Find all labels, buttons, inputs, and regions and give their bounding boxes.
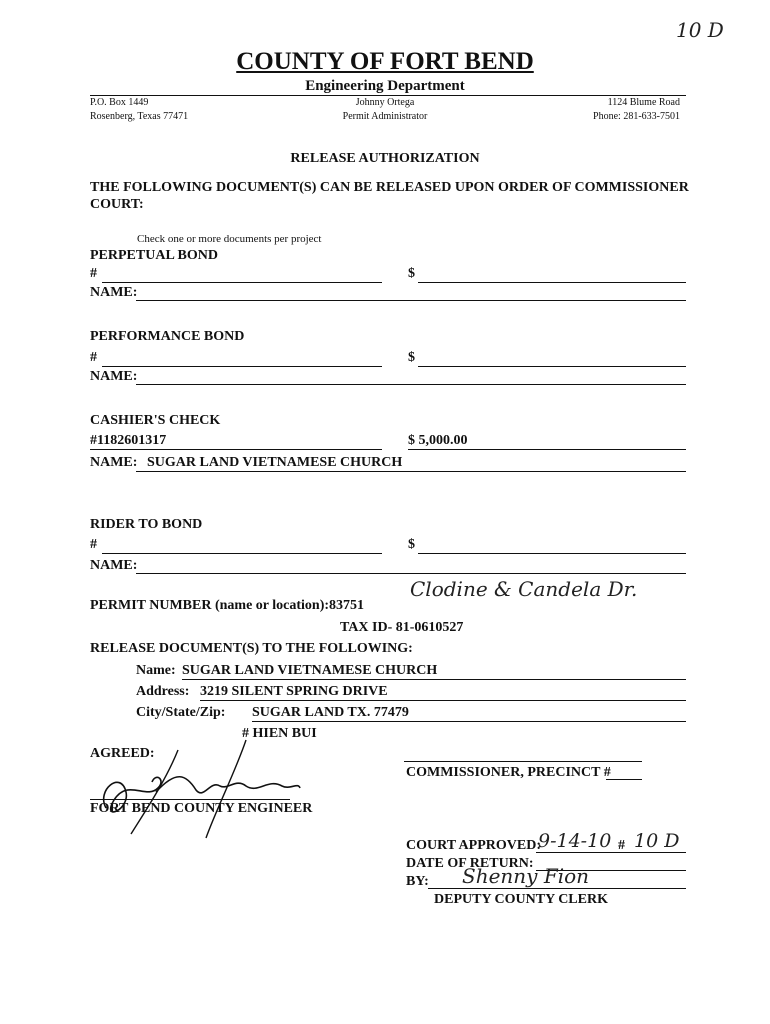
performance-bond-name-field[interactable] <box>136 384 686 385</box>
phone-number: Phone: 281-633-7501 <box>593 111 680 122</box>
rider-bond-amount-field[interactable] <box>418 553 686 554</box>
permit-number: PERMIT NUMBER (name or location):83751 <box>90 598 365 613</box>
recipient-address-label: Address: <box>136 684 190 699</box>
cashiers-check-name-field <box>136 471 686 472</box>
cashiers-check-number: #1182601317 <box>90 433 167 448</box>
recipient-city-field <box>252 721 686 722</box>
performance-bond-number-field[interactable] <box>102 366 382 367</box>
deputy-clerk-label: DEPUTY COUNTY CLERK <box>434 892 608 907</box>
clerk-signature-line <box>428 888 686 889</box>
agreed-label: AGREED: <box>90 746 155 761</box>
performance-bond-title: PERFORMANCE BOND <box>90 329 245 344</box>
rider-bond-number-field[interactable] <box>102 553 382 554</box>
intro-line-2: COURT: <box>90 197 144 212</box>
rider-bond-amount-label: $ <box>408 537 415 552</box>
recipient-address-field <box>200 700 686 701</box>
header-rule <box>90 95 686 96</box>
recipient-name-field <box>182 679 686 680</box>
date-of-return-label: DATE OF RETURN: <box>406 856 534 871</box>
cashiers-check-name-label: NAME: <box>90 455 138 470</box>
perpetual-bond-amount-label: $ <box>408 266 415 281</box>
county-title: COUNTY OF FORT BEND <box>236 48 534 75</box>
perpetual-bond-amount-field[interactable] <box>418 282 686 283</box>
clerk-signature: Shenny Fion <box>462 864 590 888</box>
court-approved-date: 9-14-10 <box>538 830 612 852</box>
address-po-box: P.O. Box 1449 <box>90 97 149 108</box>
administrator-title: Permit Administrator <box>342 111 428 122</box>
court-approved-field <box>536 852 686 853</box>
performance-bond-amount-label: $ <box>408 350 415 365</box>
performance-bond-name-label: NAME: <box>90 369 138 384</box>
tax-id: TAX ID- 81-0610527 <box>340 620 464 635</box>
rider-bond-number-label: # <box>90 537 97 552</box>
recipient-name-label: Name: <box>136 663 176 678</box>
intro-line-1: THE FOLLOWING DOCUMENT(S) CAN BE RELEASED UPON ORDER OF COMMISSIONER <box>90 180 689 195</box>
perpetual-bond-name-label: NAME: <box>90 285 138 300</box>
recipient-city-value: SUGAR LAND TX. 77479 <box>252 705 409 720</box>
rider-bond-title: RIDER TO BOND <box>90 517 203 532</box>
administrator-name: Johnny Ortega <box>355 97 415 108</box>
perpetual-bond-number-field[interactable] <box>102 282 382 283</box>
release-to-heading: RELEASE DOCUMENT(S) TO THE FOLLOWING: <box>90 641 413 656</box>
department-title: Engineering Department <box>305 78 465 94</box>
cashiers-check-name-value: SUGAR LAND VIETNAMESE CHURCH <box>147 455 403 470</box>
by-label: BY: <box>406 874 429 889</box>
commissioner-signature-line[interactable] <box>404 761 642 762</box>
handwritten-location: Clodine & Candela Dr. <box>410 577 638 601</box>
court-approved-label: COURT APPROVED: <box>406 838 541 853</box>
performance-bond-number-label: # <box>90 350 97 365</box>
recipient-contact: # HIEN BUI <box>242 726 317 741</box>
perpetual-bond-name-field[interactable] <box>136 300 686 301</box>
court-approved-item: 10 D <box>634 830 680 852</box>
cashiers-check-amount-field <box>408 449 686 450</box>
street-address: 1124 Blume Road <box>607 97 680 108</box>
commissioner-label: COMMISSIONER, PRECINCT # <box>406 765 611 780</box>
perpetual-bond-number-label: # <box>90 266 97 281</box>
recipient-name-value: SUGAR LAND VIETNAMESE CHURCH <box>182 663 438 678</box>
rider-bond-name-field[interactable] <box>136 573 686 574</box>
cashiers-check-amount: $ 5,000.00 <box>408 433 468 448</box>
address-city: Rosenberg, Texas 77471 <box>90 111 189 122</box>
precinct-number-field[interactable] <box>606 779 642 780</box>
perpetual-bond-title: PERPETUAL BOND <box>90 248 218 263</box>
corner-note: 10 D <box>676 18 724 42</box>
cashiers-check-title: CASHIER'S CHECK <box>90 413 221 428</box>
engineer-signature <box>86 730 316 840</box>
court-approved-hash: # <box>618 838 625 853</box>
performance-bond-amount-field[interactable] <box>418 366 686 367</box>
check-note: Check one or more documents per project <box>137 233 322 245</box>
engineer-signature-line <box>90 799 290 800</box>
recipient-address-value: 3219 SILENT SPRING DRIVE <box>200 684 388 699</box>
rider-bond-name-label: NAME: <box>90 558 138 573</box>
form-title: RELEASE AUTHORIZATION <box>290 151 480 166</box>
recipient-city-label: City/State/Zip: <box>136 705 226 720</box>
engineer-label: FORT BEND COUNTY ENGINEER <box>90 801 313 816</box>
cashiers-check-number-field <box>90 449 382 450</box>
